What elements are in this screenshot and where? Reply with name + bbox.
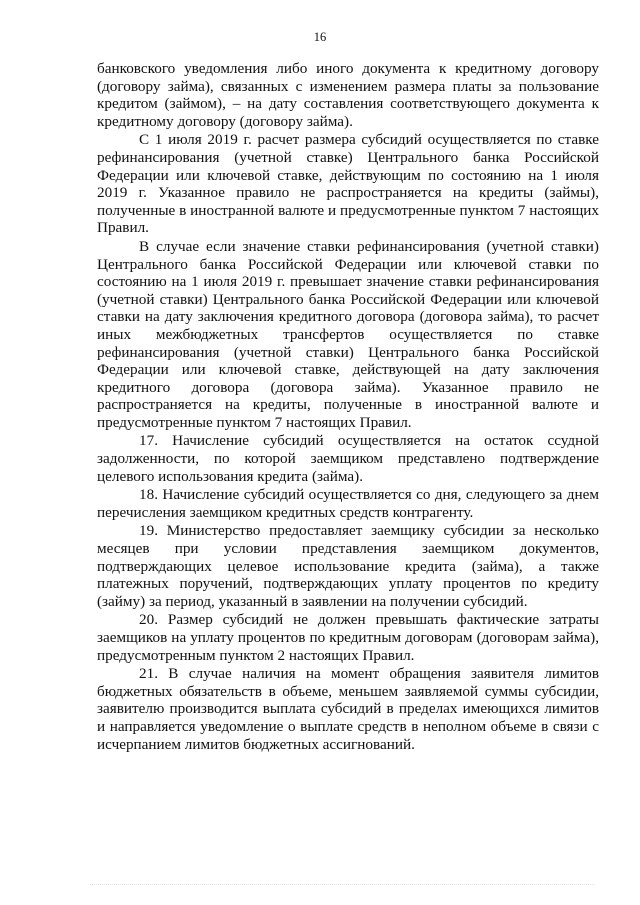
paragraph-rate-exceeds: В случае если значение ставки рефинансирования (учетной ставки) Центрального банка Российской Федерации или ключевой ставки по состоянию на 1 июля 2019 г. превышает значение ставки рефинансирования (учетной ставки) Центрального банка Российской Федерации или ключевой ставки на дату заключения кредитного договора (договора займа), то расчет иных межбюджетных трансфертов осуществляется по ставке рефинансирования (учетной ставки) Центрального банка Российской Федерации или ключевой ставке, действующей на дату заключения кредитного договора (договора займа). Указанное правило не распространяется на кредиты, полученные в иностранной валюте и предусмотренные пунктом 7 настоящих Правил. — [97, 237, 599, 431]
paragraph-19: 19. Министерство предоставляет заемщику субсидии за несколько месяцев при условии представления заемщиком документов, подтверждающих целевое использование кредита (займа), а также платежных поручений, подтверждающих уплату процентов по кредиту (займу) за период, указанный в заявлении на получении субсидий. — [97, 522, 599, 610]
paragraph-17: 17. Начисление субсидий осуществляется на остаток ссудной задолженности, по которой заемщиком представлено подтверждение целевого использования кредита (займа). — [97, 432, 599, 485]
page-number: 16 — [313, 30, 327, 44]
paragraph-20: 20. Размер субсидий не должен превышать фактические затраты заемщиков на уплату процентов по кредитным договорам (договорам займа), предусмотренным пунктом 2 настоящих Правил. — [97, 611, 599, 664]
paragraph-21: 21. В случае наличия на момент обращения заявителя лимитов бюджетных обязательств в объеме, меньшем заявляемой суммы субсидии, заявителю производится выплата субсидий в пределах имеющихся лимитов и направляется уведомление о выплате средств в неполном объеме в связи с исчерпанием лимитов бюджетных ассигнований. — [97, 665, 599, 753]
scan-artifact-line — [90, 884, 595, 891]
paragraph-18: 18. Начисление субсидий осуществляется со дня, следующего за днем перечисления заемщиком кредитных средств контрагенту. — [97, 486, 599, 521]
paragraph-continuation: банковского уведомления либо иного документа к кредитному договору (договору займа), связанных с изменением размера платы за пользование кредитом (займом), – на дату составления соответствующего документа к кредитному договору (договору займа). — [97, 60, 599, 130]
paragraph-rate-from-july-2019: С 1 июля 2019 г. расчет размера субсидий осуществляется по ставке рефинансирования (учетной ставке) Центрального банка Российской Федерации или ключевой ставке, действующим по состоянию на 1 июля 2019 г. Указанное правило не распространяется на кредиты (займы), полученные в иностранной валюте и предусмотренные пунктом 7 настоящих Правил. — [97, 131, 599, 237]
document-body — [97, 60, 599, 753]
